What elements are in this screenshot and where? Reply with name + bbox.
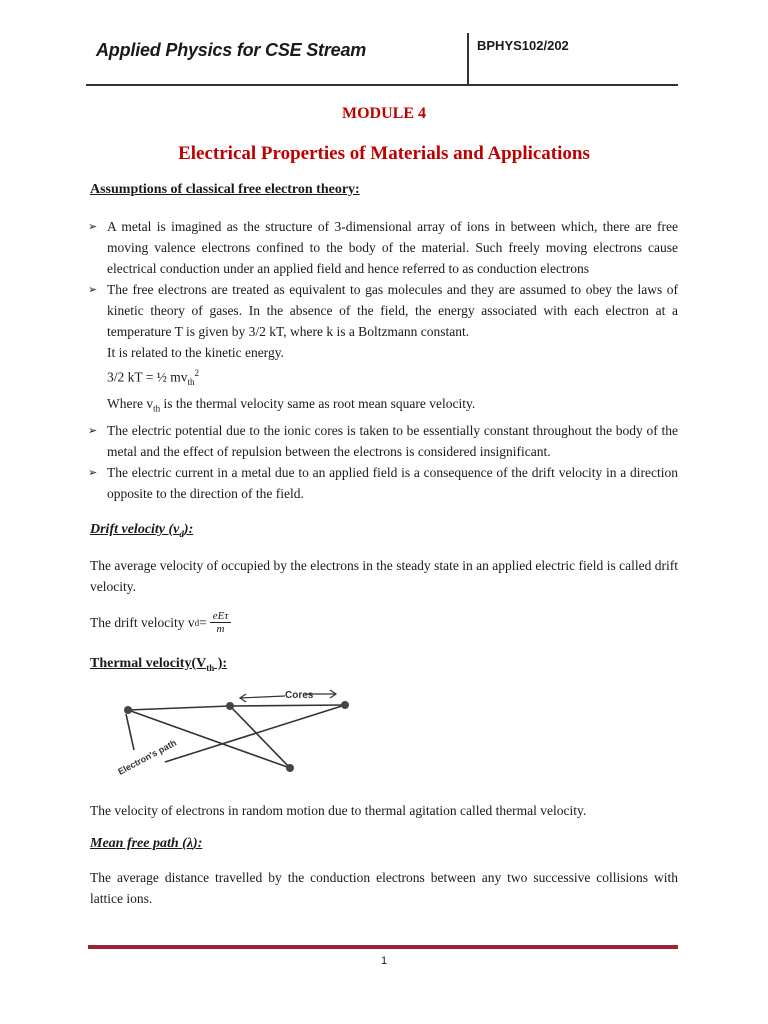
ion-core [286, 764, 294, 772]
ion-core [341, 701, 349, 709]
energy-equation: 3/2 kT = ½ $mv_{th}^2$ [107, 368, 200, 388]
header-divider [467, 33, 469, 85]
drift-fraction: $\frac{\text{eEτ}}{m}$ [210, 610, 232, 635]
mean-free-path-heading: Mean free path (λ): [90, 836, 203, 851]
arrow-bullet-icon: ➢ [88, 220, 98, 233]
arrow-bullet-icon: ➢ [88, 283, 98, 296]
chapter-title: Electrical Properties of Materials and Applications [178, 143, 590, 164]
list-item: ➢ The electric potential due to the ionic cores is taken to be essentially constant throughout the body of the metal and the effect of repulsion between the electrons is considered insignificant. [88, 420, 678, 462]
drift-heading: Drift velocity $(v_d)$: [90, 522, 194, 539]
drift-formula: The drift velocity v d = $\frac{\text{eEτ}}{m}$ [90, 610, 231, 635]
footer-rule [88, 945, 678, 949]
course-code: BPHYS102/202 [477, 38, 569, 53]
ion-core [124, 706, 132, 714]
kinetic-line: It is related to the kinetic energy. [107, 345, 284, 360]
header-title: Applied Physics for CSE Stream [96, 40, 367, 60]
arrow-bullet-icon: ➢ [88, 423, 98, 437]
electron-path-lines [126, 705, 345, 768]
thermal-text: The velocity of electrons in random motion due to thermal agitation called thermal velocity. [90, 803, 587, 818]
assumptions-list [88, 216, 678, 504]
cores-label: Cores [285, 690, 314, 701]
ion-core [226, 702, 234, 710]
assumptions-heading: Assumptions of classical free electron theory: [90, 182, 360, 197]
page-number: 1 [380, 955, 388, 967]
drift-text: The average velocity of occupied by the electrons in the steady state in an applied electric field is called drift velocity. [90, 558, 678, 594]
list-item: ➢ A metal is imagined as the structure of 3-dimensional array of ions in between which, there are free moving valence electrons confined to the body of the material. Such freely moving electrons cause electrical conduction under an applied field and hence referred to as conduction electrons [88, 216, 678, 279]
path-label: Electron's path [116, 737, 179, 777]
module-title: MODULE 4 [342, 105, 426, 122]
arrow-bullet-icon: ➢ [88, 465, 98, 479]
electron-path-figure [90, 680, 360, 780]
list-item: ➢ The electric current in a metal due to an applied field is a consequence of the drift velocity in a direction opposite to the direction of the field. [88, 462, 678, 504]
list-item: ➢ The free electrons are treated as equivalent to gas molecules and they are assumed to obey the laws of kinetic theory of gases. In the absence of the field, the energy associated with each electron at a temperature T is given by 3/2 kT, where k is a Boltzmann constant. It is related to the kinetic energy. 3/2 kT = ½ $mv_{th}^2$ Where $v_{th}$ is the thermal velocity same as root mean square velocity. [88, 279, 678, 420]
mean-free-path-text: The average distance travelled by the conduction electrons between any two successive collisions with lattice ions. [90, 870, 678, 906]
where-line: Where $v_{th}$ is the thermal velocity same as root mean square velocity. [107, 396, 476, 414]
header-rule [86, 84, 678, 86]
thermal-heading: Thermal $velocity(V_{th}$ ): [90, 656, 228, 673]
